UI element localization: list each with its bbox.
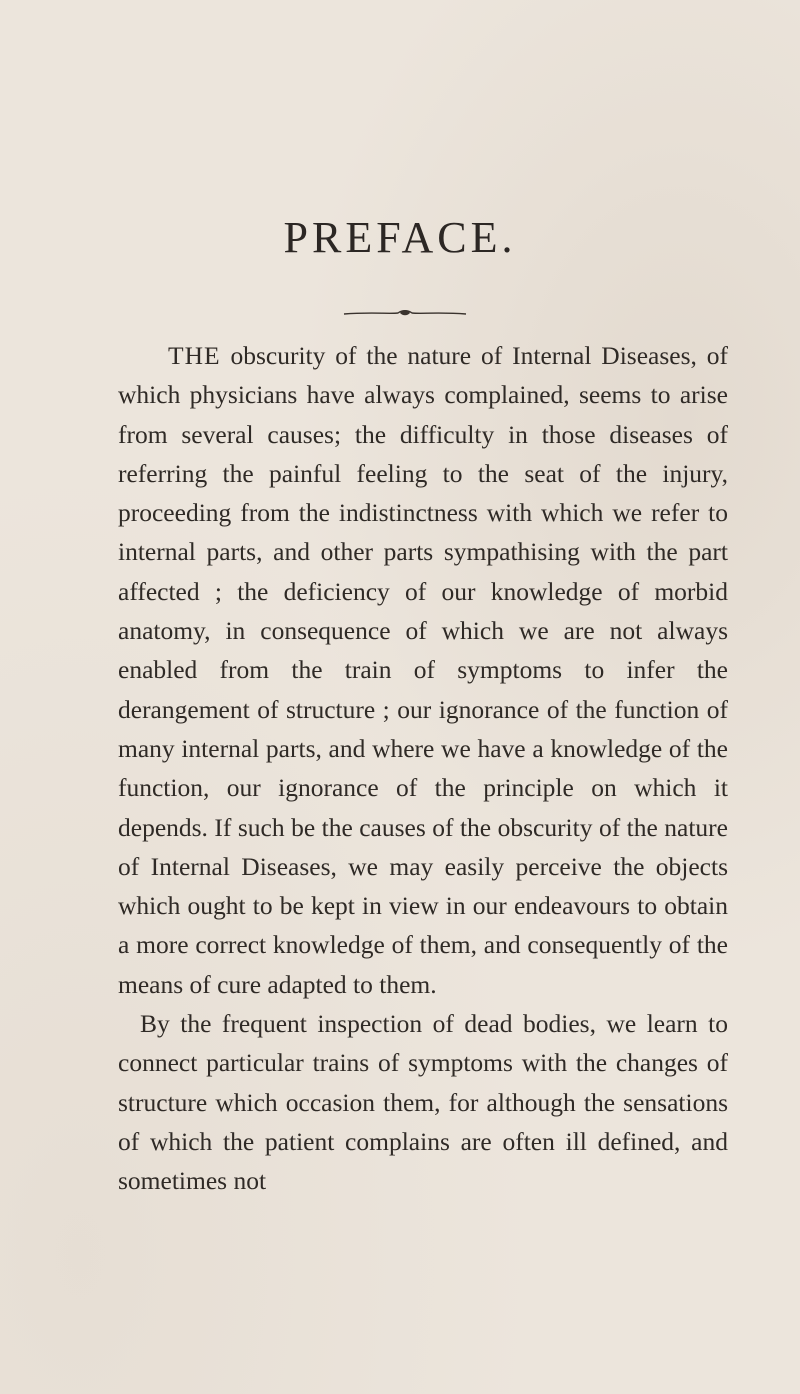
paragraph-1 — [118, 336, 728, 1004]
divider-flourish-icon — [340, 306, 470, 320]
paragraph-2 — [118, 1004, 728, 1200]
paragraph-lead-word: THE — [168, 341, 221, 370]
paragraph-text: obscurity of the nature of Internal Diseases, of which physicians have always complained, seems to arise from several causes; the difficulty in those diseases of referring the painful feeling to the seat of the injury, proceeding from the indistinctness with which we refer to internal parts, and other parts sympathising with the part affected ; the deficiency of our knowledge of morbid anatomy, in consequence of which we are not always enabled from the train of symptoms to infer the derangement of structure ; our ignorance of the function of many internal parts, and where we have a knowledge of the function, our ignorance of the principle on which it depends. If such be the causes of the obscurity of the nature of Internal Diseases, we may easily perceive the objects which ought to be kept in view in our endeavours to obtain a more correct knowledge of them, and consequently of the means of cure adapted to them. — [118, 341, 729, 999]
paragraph-text: By the frequent inspection of dead bodies, we learn to connect particular trains of symptoms with the changes of structure which occasion them, for although the sensations of which the patient complains are often ill defined, and sometimes not — [118, 1009, 728, 1196]
preface-body — [118, 336, 728, 1201]
page-title: PREFACE. — [283, 213, 517, 262]
